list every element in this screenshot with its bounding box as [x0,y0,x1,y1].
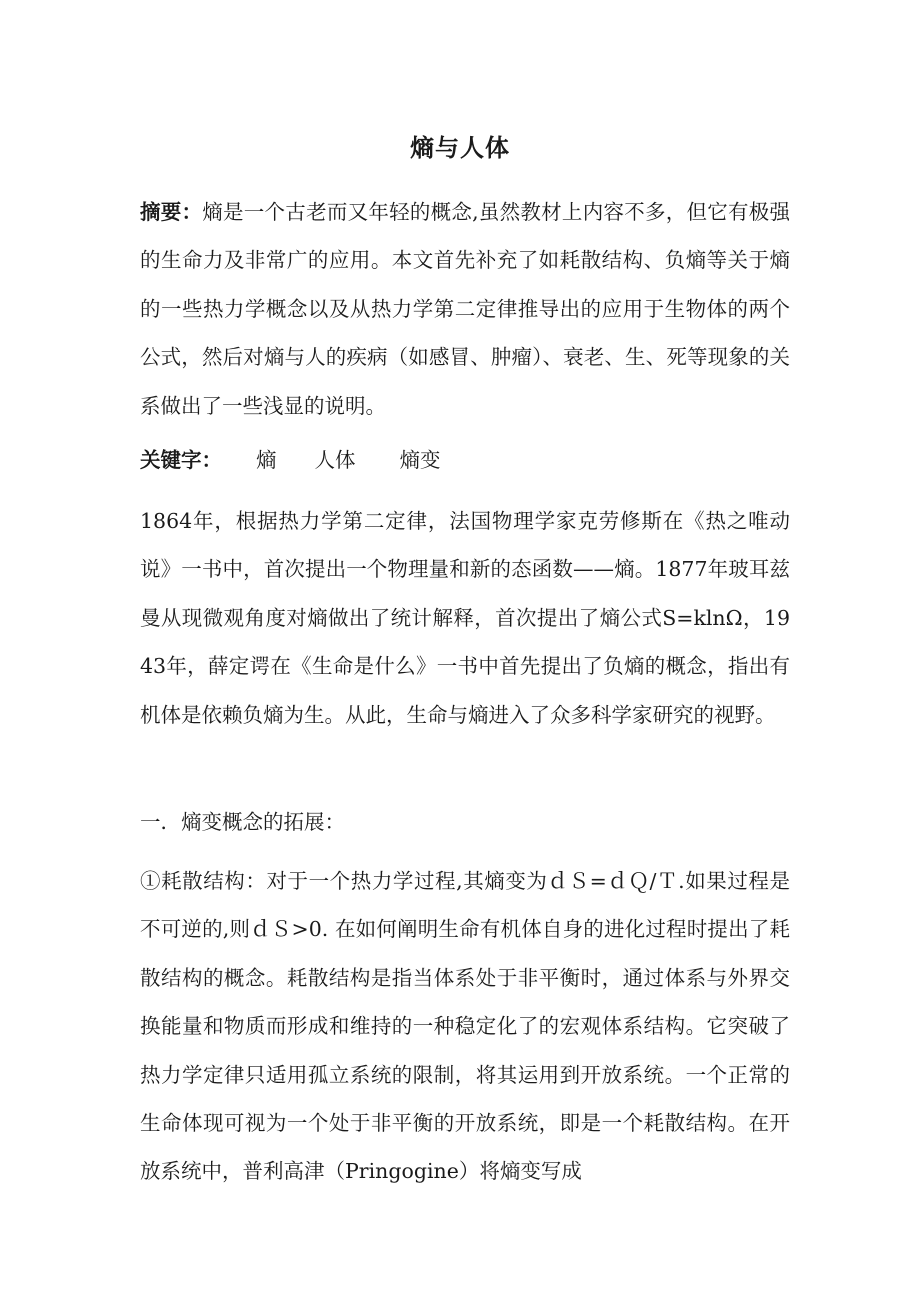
intro-paragraph: 1864年，根据热力学第二定律，法国物理学家克劳修斯在《热之唯动说》一书中，首次提出一个物理量和新的态函数——熵。1877年玻耳兹曼从现微观角度对熵做出了统计解释，首次提出了熵公式S=klnΩ，1943年，薛定谔在《生命是什么》一书中首先提出了负熵的概念，指出有机体是依赖负熵为生。从此，生命与熵进入了众多科学家研究的视野。 [140,509,790,727]
keyword-item: 熵变 [399,448,441,472]
keyword-item: 人体 [314,448,356,472]
keywords-label: 关键字： [140,448,222,472]
abstract-label: 摘要： [140,200,203,224]
abstract-text: 熵是一个古老而又年轻的概念,虽然教材上内容不多，但它有极强的生命力及非常广的应用。本文首先补充了如耗散结构、负熵等关于熵的一些热力学概念以及从热力学第二定律推导出的应用于生物体的两个公式，然后对熵与人的疾病（如感冒、肿瘤）、衰老、生、死等现象的关系做出了一些浅显的说明。 [140,200,791,418]
section-heading: 一．熵变概念的拓展： [140,810,345,834]
keywords-line [140,438,441,482]
abstract-paragraph [140,188,790,430]
section-body-paragraph: ①耗散结构：对于一个热力学过程,其熵变为ｄＳ=ｄＱ/Ｔ.如果过程是不可逆的,则ｄＳ>0. 在如何阐明生命有机体自身的进化过程时提出了耗散结构的概念。耗散结构是指当体系处于非平衡时，通过体系与外界交换能量和物质而形成和维持的一种稳定化了的宏观体系结构。它突破了热力学定律只适用孤立系统的限制，将其运用到开放系统。一个正常的生命体现可视为一个处于非平衡的开放系统，即是一个耗散结构。在开放系统中，普利高津（Pringogine）将熵变写成 [140,869,790,1184]
keyword-item: 熵 [256,448,277,472]
document-title: 熵与人体 [410,133,510,162]
